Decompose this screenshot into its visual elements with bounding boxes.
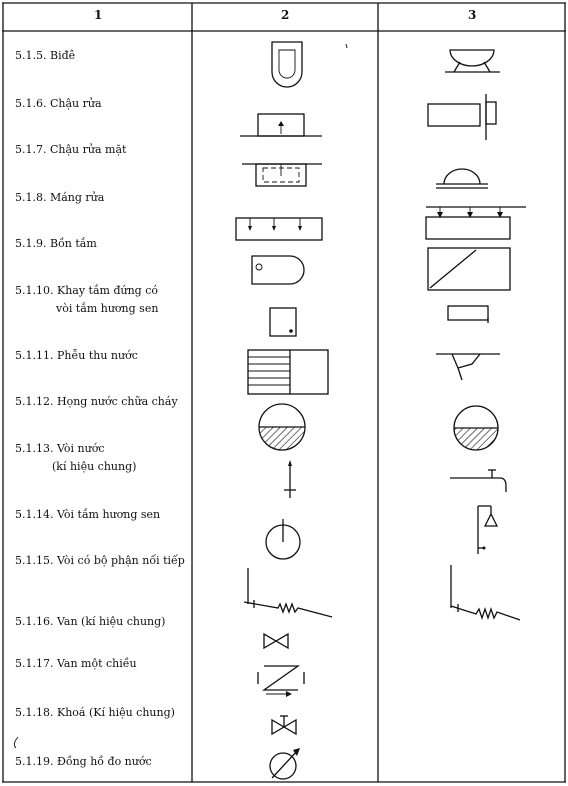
fire-hydrant-plan-icon [259,404,305,450]
wash-trough-plan-icon [236,218,322,240]
bathtub-elevation-icon [428,248,510,290]
shower-head-elevation-icon [478,506,497,554]
row-label-sink: 5.1.6. Chậu rửa [15,97,102,110]
shower-tray-plan-icon [270,308,296,336]
row-label-wash-trough: 5.1.8. Máng rửa [15,191,105,204]
connected-tap-plan-icon [244,568,332,617]
valve-icon [264,634,288,648]
washbasin-plan-icon [242,164,322,186]
row-label-floor-drain: 5.1.11. Phễu thu nước [15,349,138,362]
row-label-bidet: 5.1.5. Biđê [15,49,76,62]
bidet-plan-icon [272,42,302,87]
row-label-check-valve: 5.1.17. Van một chiều [15,657,137,670]
bidet-elevation-icon [445,50,500,72]
header-col-1: 1 [94,8,103,22]
row-label-shower-tray-line2: vòi tắm hương sen [56,302,159,315]
row-label-tap: 5.1.13. Vòi nước [15,442,105,455]
water-meter-icon [270,748,300,779]
check-valve-icon [258,666,304,697]
row-label-bathtub: 5.1.9. Bồn tắm [15,237,97,250]
shower-head-plan-icon [266,519,300,559]
bathtub-plan-icon [252,256,304,284]
row-label-shower-tray: 5.1.10. Khay tắm đứng có [15,284,158,297]
floor-drain-plan-icon [248,350,328,394]
fire-hydrant-elevation-icon [454,406,498,450]
scan-mark [14,737,18,748]
scan-speck [346,44,347,48]
sink-plan-icon [240,114,322,136]
connected-tap-elevation-icon [451,565,520,620]
washbasin-elevation-icon [436,169,488,188]
row-label-shower-head: 5.1.14. Vòi tắm hương sen [15,508,161,521]
row-label-tap-line2: (kí hiệu chung) [52,460,137,473]
sink-elevation-icon [428,94,496,140]
header-col-3: 3 [468,8,477,22]
row-label-washbasin: 5.1.7. Chậu rửa mặt [15,143,127,156]
row-label-stop-valve: 5.1.18. Khoá (Kí hiệu chung) [15,706,175,719]
shower-tray-elevation-icon [448,306,488,323]
row-label-valve: 5.1.16. Van (kí hiệu chung) [15,615,166,628]
header-col-2: 2 [281,8,290,22]
tap-elevation-icon [450,470,506,492]
row-label-fire-hydrant: 5.1.12. Họng nước chữa cháy [15,395,178,408]
wash-trough-elevation-icon [426,207,526,239]
stop-valve-icon [272,716,296,734]
floor-drain-elevation-icon [436,354,500,380]
row-label-water-meter: 5.1.19. Đồng hồ đo nước [15,755,152,768]
row-label-connected-tap: 5.1.15. Vòi có bộ phận nối tiếp [15,554,185,567]
tap-plan-icon [284,460,296,498]
